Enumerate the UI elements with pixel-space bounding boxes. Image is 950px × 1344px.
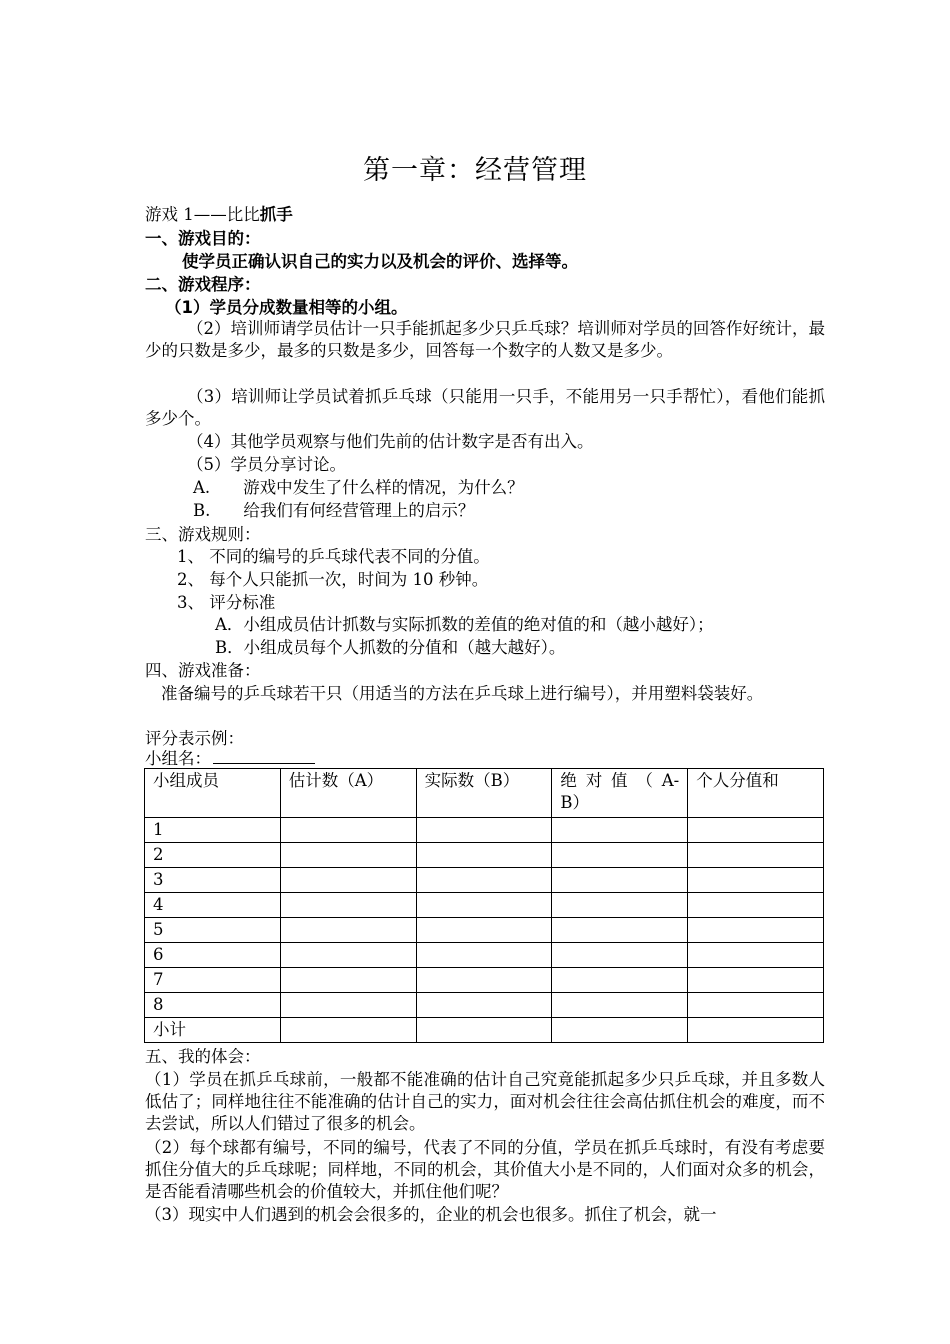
table-cell: [416, 893, 552, 918]
table-cell: [280, 1018, 416, 1043]
table-cell: [280, 818, 416, 843]
row-label: 5: [145, 918, 281, 943]
table-row: [145, 943, 824, 968]
table-cell: [552, 843, 688, 868]
table-row: [145, 843, 824, 868]
table-cell: [280, 843, 416, 868]
table-cell: [552, 968, 688, 993]
score-table-header-row: [145, 769, 824, 818]
table-row: [145, 918, 824, 943]
procedure-step-1: （1）学员分成数量相等的小组。: [165, 298, 408, 317]
procedure-step-2: （2）培训师请学员估计一只手能抓起多少只乒乓球？培训师对学员的回答作好统计，最少的只数是多少，最多的只数是多少，回答每一个数字的人数又是多少。: [145, 319, 825, 360]
table-cell: [280, 918, 416, 943]
procedure-step-5: （5）学员分享讨论。: [187, 455, 346, 474]
table-cell: [416, 843, 552, 868]
group-name-blank: [213, 748, 315, 764]
reflection-paragraph-3: （3）现实中人们遇到的机会会很多的，企业的机会也很多。抓住了机会，就一: [145, 1205, 717, 1224]
row-label: 8: [145, 993, 281, 1018]
table-cell: [552, 918, 688, 943]
table-cell: [552, 868, 688, 893]
score-table-example-label: 评分表示例：: [145, 729, 244, 748]
table-cell: [688, 843, 824, 868]
header-actual: 实际数（B）: [416, 769, 552, 818]
rule-3-b: B．小组成员每个人抓数的分值和（越大越好）。: [215, 638, 566, 657]
table-cell: [416, 1018, 552, 1043]
section-rules-heading: 三、游戏规则：: [145, 525, 261, 544]
table-cell: [552, 943, 688, 968]
discussion-question-a: A. 游戏中发生了什么样的情况，为什么？: [193, 478, 524, 497]
table-cell: [688, 918, 824, 943]
game-heading: [145, 204, 293, 226]
section-preparation-heading: 四、游戏准备：: [145, 661, 261, 680]
table-cell: [688, 943, 824, 968]
rule-3-a: A．小组成员估计抓数与实际抓数的差值的绝对值的和（越小越好）；: [215, 615, 714, 634]
game-heading-prefix: 游戏 1——比比: [145, 205, 260, 224]
table-row: [145, 993, 824, 1018]
score-table: [144, 768, 824, 1043]
group-name-row: [145, 748, 315, 770]
table-cell: [416, 968, 552, 993]
table-cell: [416, 868, 552, 893]
reflection-paragraph-2: （2）每个球都有编号，不同的编号，代表了不同的分值，学员在抓乒乓球时，有没有考虑要抓住分值大的乒乓球呢；同样地，不同的机会，其价值大小是不同的，人们面对众多的机会，是否能看清哪些机会的价值较大，并抓住他们呢？: [145, 1138, 825, 1201]
table-row: [145, 868, 824, 893]
header-member: 小组成员: [145, 769, 281, 818]
table-cell: [688, 868, 824, 893]
table-cell: [688, 1018, 824, 1043]
header-personal-score: 个人分值和: [688, 769, 824, 818]
procedure-step-3: （3）培训师让学员试着抓乒乓球（只能用一只手，不能用另一只手帮忙），看他们能抓多少个。: [145, 387, 825, 428]
header-estimate: 估计数（A）: [280, 769, 416, 818]
rule-2: 2、 每个人只能抓一次，时间为 10 秒钟。: [177, 570, 489, 589]
table-cell: [552, 993, 688, 1018]
purpose-text: 使学员正确认识自己的实力以及机会的评价、选择等。: [182, 252, 578, 271]
table-cell: [416, 943, 552, 968]
table-row-subtotal: [145, 1018, 824, 1043]
table-cell: [280, 943, 416, 968]
table-cell: [416, 818, 552, 843]
row-label: 6: [145, 943, 281, 968]
row-label: 1: [145, 818, 281, 843]
page-title: 第一章：经营管理: [363, 155, 587, 186]
discussion-question-b: B. 给我们有何经营管理上的启示？: [193, 501, 475, 520]
table-cell: [552, 818, 688, 843]
section-procedure-heading: 二、游戏程序：: [145, 275, 261, 294]
header-absolute-value: 绝 对 值 （ A-B）: [552, 769, 688, 818]
table-row: [145, 893, 824, 918]
section-purpose-heading: 一、游戏目的：: [145, 229, 261, 248]
table-cell: [552, 893, 688, 918]
game-heading-bold: 抓手: [259, 205, 293, 224]
table-cell: [280, 968, 416, 993]
table-cell: [552, 1018, 688, 1043]
rule-1: 1、 不同的编号的乒乓球代表不同的分值。: [177, 547, 490, 566]
row-label: 3: [145, 868, 281, 893]
row-label: 7: [145, 968, 281, 993]
rule-3: 3、 评分标准: [177, 593, 276, 612]
group-name-label: 小组名：: [145, 749, 211, 768]
table-cell: [280, 868, 416, 893]
table-cell: [280, 893, 416, 918]
row-label: 小计: [145, 1018, 281, 1043]
row-label: 4: [145, 893, 281, 918]
table-cell: [688, 818, 824, 843]
row-label: 2: [145, 843, 281, 868]
table-cell: [280, 993, 416, 1018]
procedure-step-4: （4）其他学员观察与他们先前的估计数字是否有出入。: [187, 432, 594, 451]
table-row: [145, 968, 824, 993]
table-cell: [688, 968, 824, 993]
table-cell: [416, 993, 552, 1018]
section-reflection-heading: 五、我的体会：: [145, 1047, 261, 1066]
table-row: [145, 818, 824, 843]
table-cell: [688, 993, 824, 1018]
preparation-text: 准备编号的乒乓球若干只（用适当的方法在乒乓球上进行编号），并用塑料袋装好。: [161, 684, 764, 703]
reflection-paragraph-1: （1）学员在抓乒乓球前，一般都不能准确的估计自己究竟能抓起多少只乒乓球，并且多数人低估了；同样地往往不能准确的估计自己的实力，面对机会往往会高估抓住机会的难度，而不去尝试，所以人们错过了很多的机会。: [145, 1070, 825, 1133]
table-cell: [416, 918, 552, 943]
table-cell: [688, 893, 824, 918]
